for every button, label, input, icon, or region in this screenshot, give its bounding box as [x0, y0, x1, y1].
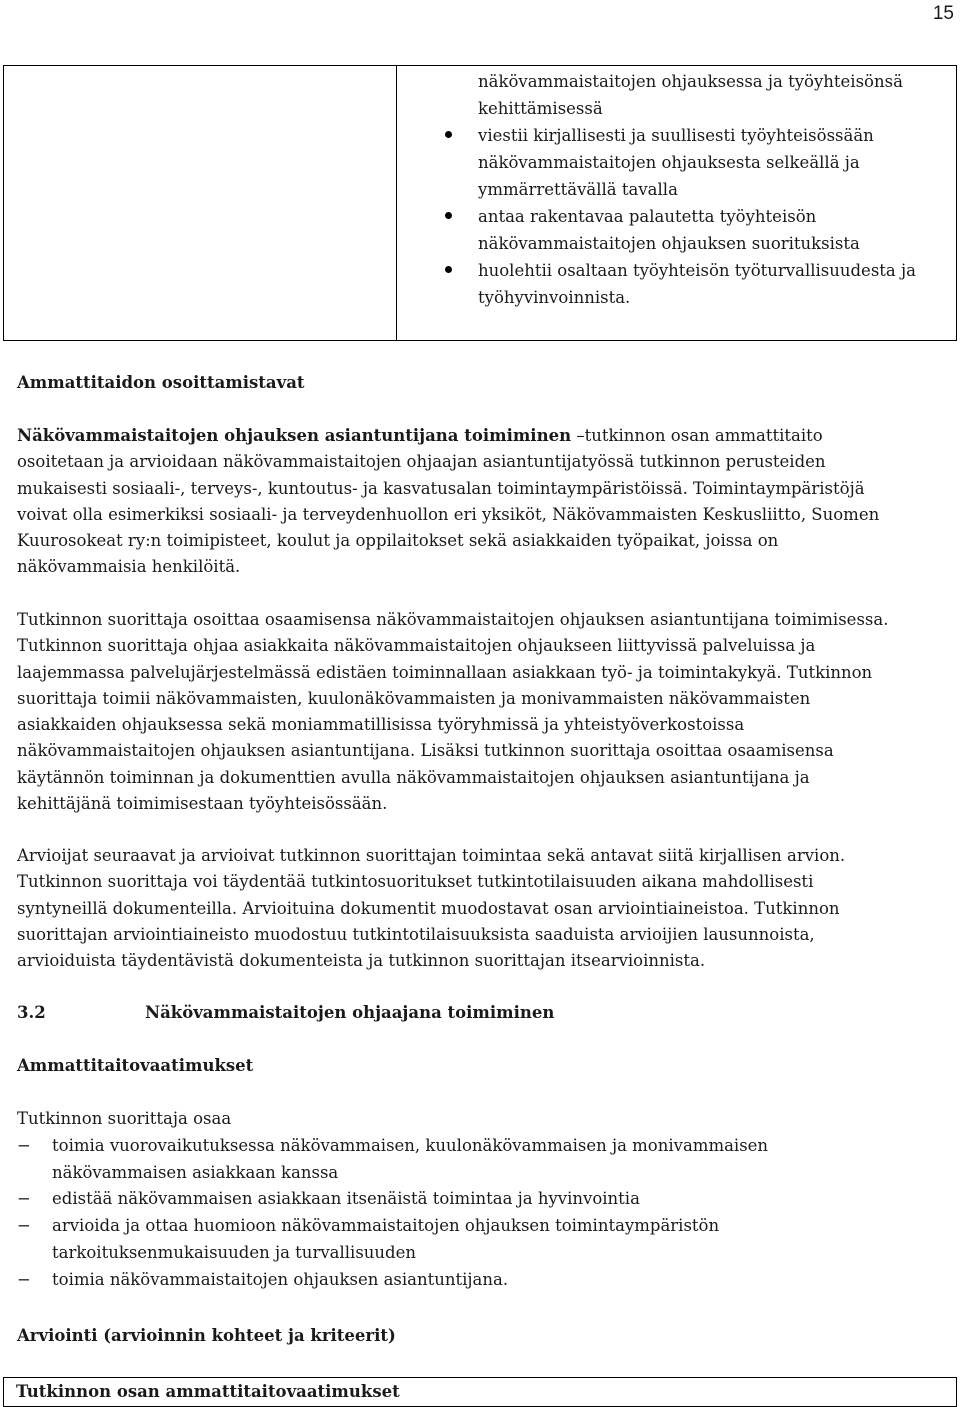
requirements-intro: Tutkinnon suorittaja osaa [17, 1109, 232, 1128]
paragraph-performance [17, 607, 888, 817]
section-number: 3.2 [17, 1003, 46, 1022]
bullet-item [478, 257, 948, 311]
paragraph-line: suorittaja toimii näkövammaisten, kuulonäkövammaisten ja monivammaisten näkövammaisten [17, 688, 811, 708]
table-header-cell: Tutkinnon osan ammattitaitovaatimukset [3, 1377, 957, 1407]
list-item [17, 1213, 768, 1267]
paragraph-line: näkövammaistaitojen ohjauksen asiantuntijana. Lisäksi tutkinnon suorittaja osoittaa osaamisensa [17, 741, 834, 761]
paragraph-line: arvioiduista täydentävistä dokumenteista ja tutkinnon suorittajan itsearvioinnista. [17, 951, 706, 971]
paragraph-line: suorittajan arviointiaineisto muodostuu tutkintotilaisuuksista saaduista arvioijien lausunnoista, [17, 924, 815, 944]
table-bullet-list [478, 122, 948, 311]
paragraph-line: laajemmassa palvelujärjestelmässä edistäen toiminnallaan asiakkaan työ- ja toimintakykyä. Tutkinnon [17, 662, 873, 682]
bullet-text: ymmärrettävällä tavalla [478, 180, 678, 199]
bullet-item [478, 122, 948, 203]
table-intro-line: näkövammaistaitojen ohjauksessa ja työyhteisönsä [478, 72, 903, 91]
paragraph-line: Tutkinnon suorittaja voi täydentää tutkintosuoritukset tutkintotilaisuuden aikana mahdollisesti [17, 872, 814, 892]
paragraph-line: osoitetaan ja arvioidaan näkövammaistaitojen ohjaajan asiantuntijatyössä tutkinnon perusteiden [17, 452, 826, 472]
bullet-text: näkövammaistaitojen ohjauksen suorituksista [478, 234, 860, 253]
paragraph-line: kehittäjänä toimimisestaan työyhteisössään. [17, 794, 388, 814]
list-item-text: toimia näkövammaistaitojen ohjauksen asiantuntijana. [52, 1269, 509, 1289]
paragraph-demonstration [17, 423, 879, 581]
paragraph-line: syntyneillä dokumenteilla. Arvioituina dokumentit muodostavat osan arviointiaineistoa. Tutkinnon [17, 898, 840, 918]
paragraph-line: Kuurosokeat ry:n toimipisteet, koulut ja oppilaitokset sekä asiakkaiden työpaikat, joissa on [17, 531, 779, 551]
bullet-icon [445, 266, 452, 273]
bullet-text: työhyvinvoinnista. [478, 288, 631, 307]
paragraph-assessors [17, 843, 845, 974]
bullet-icon [445, 131, 452, 138]
paragraph-line: näkövammaisia henkilöitä. [17, 557, 241, 577]
bold-lead: Näkövammaistaitojen ohjauksen asiantuntijana toimiminen [17, 426, 572, 445]
requirements-list [17, 1133, 768, 1294]
subheading-evaluation: Arviointi (arvioinnin kohteet ja kriteerit) [17, 1326, 396, 1345]
table-column-divider [396, 66, 397, 340]
list-item-text: toimia vuorovaikutuksessa näkövammaisen, kuulonäkövammaisen ja monivammaisen [52, 1135, 769, 1155]
dash-icon: − [17, 1189, 31, 1209]
list-item-text: tarkoituksenmukaisuuden ja turvallisuuden [52, 1242, 416, 1262]
bullet-text: viestii kirjallisesti ja suullisesti työyhteisössään [478, 126, 874, 145]
bullet-text: näkövammaistaitojen ohjauksesta selkeällä ja [478, 153, 860, 172]
paragraph-line: Tutkinnon suorittaja osoittaa osaamisensa näkövammaistaitojen ohjauksen asiantuntijana toimimisessa. [17, 610, 889, 629]
subheading-requirements: Ammattitaitovaatimukset [17, 1056, 254, 1075]
list-item [17, 1186, 768, 1213]
requirements-block [17, 1106, 768, 1294]
list-item-text: edistää näkövammaisen asiakkaan itsenäistä toimintaa ja hyvinvointia [52, 1189, 640, 1209]
section-title: Ammattitaidon osoittamistavat [17, 373, 305, 392]
lead-rest: –tutkinnon osan ammattitaito [571, 426, 823, 445]
paragraph-line: Tutkinnon suorittaja ohjaa asiakkaita näkövammaistaitojen ohjaukseen liittyvissä palveluissa ja [17, 636, 816, 656]
dash-icon: − [17, 1269, 31, 1289]
section-heading-3-2 [17, 1000, 555, 1026]
page-number: 15 [932, 3, 954, 24]
paragraph-line: mukaisesti sosiaali-, terveys-, kuntoutus- ja kasvatusalan toimintaympäristöissä. Toimintaympäristöjä [17, 478, 865, 498]
table-intro-line: kehittämisessä [478, 99, 603, 118]
bullet-item [478, 203, 948, 257]
dash-icon: − [17, 1216, 31, 1236]
bullet-icon [445, 212, 452, 219]
table-cell-right [478, 68, 948, 311]
paragraph-line: käytännön toiminnan ja dokumenttien avulla näkövammaistaitojen ohjauksen asiantuntijana ja [17, 767, 810, 787]
paragraph-line: voivat olla esimerkiksi sosiaali- ja terveydenhuollon eri yksiköt, Näkövammaisten Keskusliitto, Suomen [17, 504, 880, 524]
dash-icon: − [17, 1135, 31, 1155]
section-heading-title: Näkövammaistaitojen ohjaajana toimiminen [145, 1003, 555, 1022]
paragraph-line [17, 423, 879, 449]
list-item-text: näkövammaisen asiakkaan kanssa [52, 1162, 339, 1182]
list-item [17, 1133, 768, 1187]
bullet-text: huolehtii osaltaan työyhteisön työturvallisuudesta ja [478, 261, 916, 280]
paragraph-line: asiakkaiden ohjauksessa sekä moniammatillisissa työryhmissä ja yhteistyöverkostoissa [17, 715, 745, 735]
criteria-table [3, 65, 957, 341]
list-item [17, 1267, 768, 1294]
list-item-text: arvioida ja ottaa huomioon näkövammaistaitojen ohjauksen toimintaympäristön [52, 1216, 720, 1236]
bullet-text: antaa rakentavaa palautetta työyhteisön [478, 207, 817, 226]
paragraph-line: Arvioijat seuraavat ja arvioivat tutkinnon suorittajan toimintaa sekä antavat siitä kirjallisen arvion. [17, 846, 846, 865]
